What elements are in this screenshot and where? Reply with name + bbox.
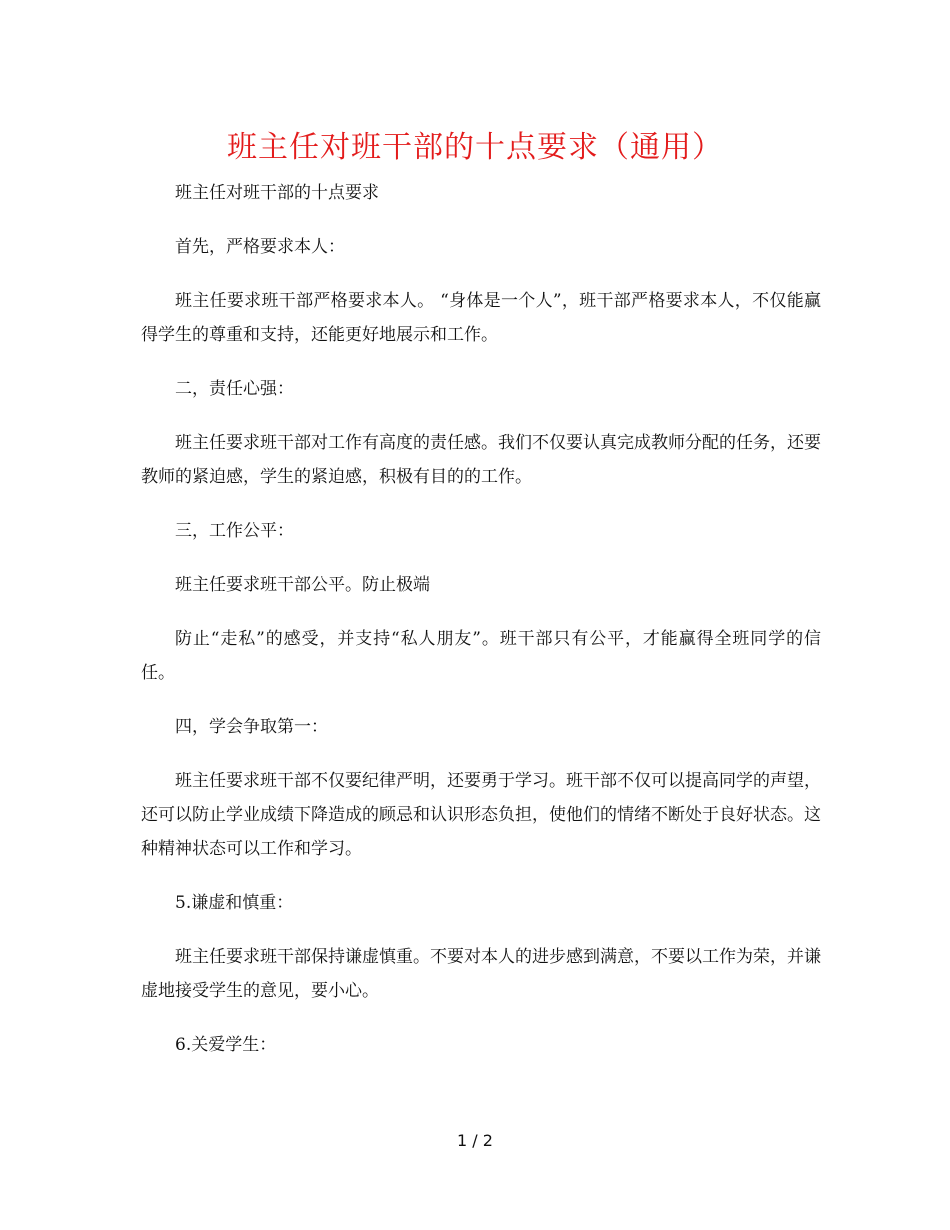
section-heading: 四，学会争取第一： (175, 717, 328, 737)
paragraph: 班主任要求班干部不仅要纪律严明，还要勇于学习。班干部不仅可以提高同学的声望，还可以防止学业成绩下降造成的顾忌和认识形态负担，使他们的情绪不断处于良好状态。这种精神状态可以工作和学习。 (141, 771, 821, 859)
paragraph: 班主任要求班干部对工作有高度的责任感。我们不仅要认真完成教师分配的任务，还要教师的紧迫感，学生的紧迫感，积极有目的的工作。 (141, 433, 821, 487)
paragraph: 班主任对班干部的十点要求 (175, 183, 379, 203)
section-heading: 首先，严格要求本人： (175, 237, 345, 257)
paragraph: 班主任要求班干部公平。防止极端 (175, 575, 430, 595)
paragraph: 班主任要求班干部严格要求本人。 “身体是一个人”，班干部严格要求本人，不仅能赢得学生的尊重和支持，还能更好地展示和工作。 (141, 291, 821, 345)
document-title: 班主任对班干部的十点要求（通用） (227, 130, 723, 165)
document-body (141, 176, 821, 1082)
section-heading: 5.谦虚和慎重： (175, 893, 294, 913)
page-number: 1 / 2 (457, 1131, 493, 1150)
section-heading: 6.关爱学生： (175, 1035, 277, 1055)
section-heading: 二，责任心强： (175, 379, 294, 399)
section-heading: 三，工作公平： (175, 521, 294, 541)
paragraph: 班主任要求班干部保持谦虚慎重。不要对本人的进步感到满意，不要以工作为荣，并谦虚地接受学生的意见，要小心。 (141, 947, 821, 1001)
paragraph: 防止“走私”的感受，并支持“私人朋友”。班干部只有公平，才能赢得全班同学的信任。 (141, 629, 821, 683)
